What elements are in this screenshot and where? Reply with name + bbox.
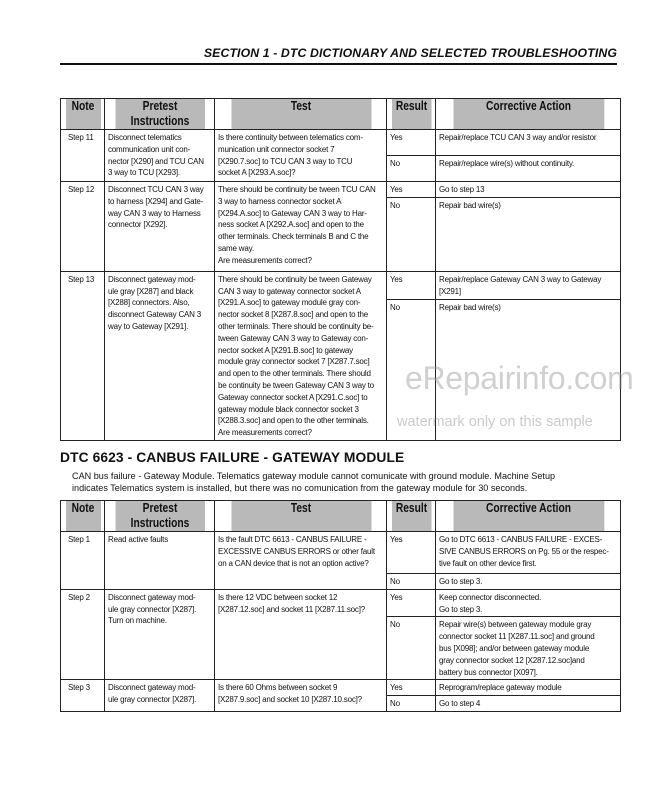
col-action: Corrective Action bbox=[452, 501, 604, 532]
pretest-cell: Read active faults bbox=[105, 532, 215, 590]
step-label: Step 1 bbox=[61, 532, 105, 590]
action-cell: Go to DTC 6613 - CANBUS FAILURE - EXCES- SIVE CANBUS ERRORS on Pg. 55 or the respec- tive fault on other device first. bbox=[436, 532, 621, 574]
action-cell: Repair/replace Gateway CAN 3 way to Gateway [X291] bbox=[436, 271, 621, 299]
result-cell: No bbox=[387, 696, 436, 712]
col-result: Result bbox=[391, 99, 431, 130]
test-cell: There should be continuity be tween Gateway CAN 3 way to gateway connector socket A [X291.A.soc] to gateway module gray con- nector socket 8 [X287.8.soc] and open to the other terminals. There should be continuity be- tween Gateway CAN 3 way to Gateway con- nector socket A [X291.B.soc] to gateway module gray connector socket 7 [X287.7.soc] and open to the other terminals. There should be continuity be tween Gateway CAN 3 way to Gateway connector socket A [X291.C.soc] to gateway module black connector socket 3 [X288.3.soc] and open to the other terminals. Are measurements correct? bbox=[215, 271, 387, 440]
result-cell: Yes bbox=[387, 271, 436, 299]
table-row bbox=[61, 182, 621, 198]
result-cell: Yes bbox=[387, 589, 436, 617]
test-cell: Is there 12 VDC between socket 12 [X287.12.soc] and socket 11 [X287.11.soc]? bbox=[215, 589, 387, 680]
watermark-subtext: watermark only on this sample bbox=[397, 414, 593, 430]
action-cell: Repair wire(s) between gateway module gray connector socket 11 [X287.11.soc] and ground bus [X098]; and/or between gateway module gray connector socket 12 [X287.12.soc]and battery bus connector [X097]. bbox=[436, 617, 621, 680]
action-cell: Reprogram/replace gateway module bbox=[436, 680, 621, 696]
dtc-description: CAN bus failure - Gateway Module. Telematics gateway module cannot comunicate with ground module. Machine Setup indicates Telematics system is installed, but there was no comunication from the gateway module for 30 seconds. bbox=[72, 471, 556, 494]
result-cell: No bbox=[387, 156, 436, 182]
test-cell: Is there continuity between telematics com- munication unit connector socket 7 [X290.7.soc] to TCU CAN 3 way to TCU socket A [X293.A.soc]? bbox=[215, 130, 387, 182]
col-pretest: Pretest Instructions bbox=[114, 501, 204, 532]
action-cell: Go to step 4 bbox=[436, 696, 621, 712]
action-cell: Go to step 13 bbox=[436, 182, 621, 198]
dtc-heading: DTC 6623 - CANBUS FAILURE - GATEWAY MODULE bbox=[60, 450, 405, 465]
header-rule bbox=[60, 63, 617, 65]
pretest-cell: Disconnect telematics communication unit con- nector [X290] and TCU CAN 3 way to TCU [X293]. bbox=[105, 130, 215, 182]
result-cell: Yes bbox=[387, 532, 436, 574]
step-label: Step 13 bbox=[61, 271, 105, 440]
col-test: Test bbox=[230, 501, 371, 532]
action-cell: Keep connector disconnected. Go to step 3. bbox=[436, 589, 621, 617]
result-cell: No bbox=[387, 197, 436, 271]
col-test: Test bbox=[230, 99, 371, 130]
step-label: Step 11 bbox=[61, 130, 105, 182]
pretest-cell: Disconnect TCU CAN 3 way to harness [X294] and Gate- way CAN 3 way to Harness connector [X292]. bbox=[105, 182, 215, 272]
result-cell: No bbox=[387, 574, 436, 590]
troubleshooting-table-2 bbox=[60, 500, 621, 712]
result-cell: No bbox=[387, 617, 436, 680]
table-header-row bbox=[61, 501, 621, 532]
result-cell: Yes bbox=[387, 182, 436, 198]
result-cell: Yes bbox=[387, 680, 436, 696]
table-row bbox=[61, 532, 621, 574]
action-cell: Repair/replace TCU CAN 3 way and/or resistor bbox=[436, 130, 621, 156]
step-label: Step 12 bbox=[61, 182, 105, 272]
action-cell: Repair bad wire(s) bbox=[436, 299, 621, 440]
pretest-cell: Disconnect gateway mod- ule gray connector [X287]. bbox=[105, 680, 215, 712]
col-result: Result bbox=[391, 501, 431, 532]
pretest-cell: Disconnect gateway mod- ule gray [X287] and black [X288] connectors. Also, disconnect Gateway CAN 3 way to Gateway [X291]. bbox=[105, 271, 215, 440]
watermark-text: eRepairinfo.com bbox=[405, 360, 634, 396]
section-title: SECTION 1 - DTC DICTIONARY AND SELECTED TROUBLESHOOTING bbox=[203, 46, 617, 60]
col-note: Note bbox=[64, 99, 100, 130]
step-label: Step 2 bbox=[61, 589, 105, 680]
col-note: Note bbox=[64, 501, 100, 532]
action-cell: Repair bad wire(s) bbox=[436, 197, 621, 271]
test-cell: Is the fault DTC 6613 - CANBUS FAILURE - EXCESSIVE CANBUS ERRORS or other fault on a CAN device that is not an option active? bbox=[215, 532, 387, 590]
table-row bbox=[61, 271, 621, 299]
test-cell: Is there 60 Ohms between socket 9 [X287.9.soc] and socket 10 [X287.10.soc]? bbox=[215, 680, 387, 712]
step-label: Step 3 bbox=[61, 680, 105, 712]
table-row bbox=[61, 130, 621, 156]
result-cell: Yes bbox=[387, 130, 436, 156]
table-row bbox=[61, 589, 621, 617]
action-cell: Go to step 3. bbox=[436, 574, 621, 590]
table-header-row bbox=[61, 99, 621, 130]
pretest-cell: Disconnect gateway mod- ule gray connector [X287]. Turn on machine. bbox=[105, 589, 215, 680]
result-cell: No bbox=[387, 299, 436, 440]
test-cell: There should be continuity be tween TCU CAN 3 way to harness connector socket A [X294.A.soc] to Gateway CAN 3 way to Har- ness socket A [X292.A.soc] and open to the other terminals. Check terminals B and C the same way. Are measurements correct? bbox=[215, 182, 387, 272]
col-action: Corrective Action bbox=[452, 99, 604, 130]
col-pretest: Pretest Instructions bbox=[114, 99, 204, 130]
action-cell: Repair/replace wire(s) without continuity. bbox=[436, 156, 621, 182]
table-row bbox=[61, 680, 621, 696]
